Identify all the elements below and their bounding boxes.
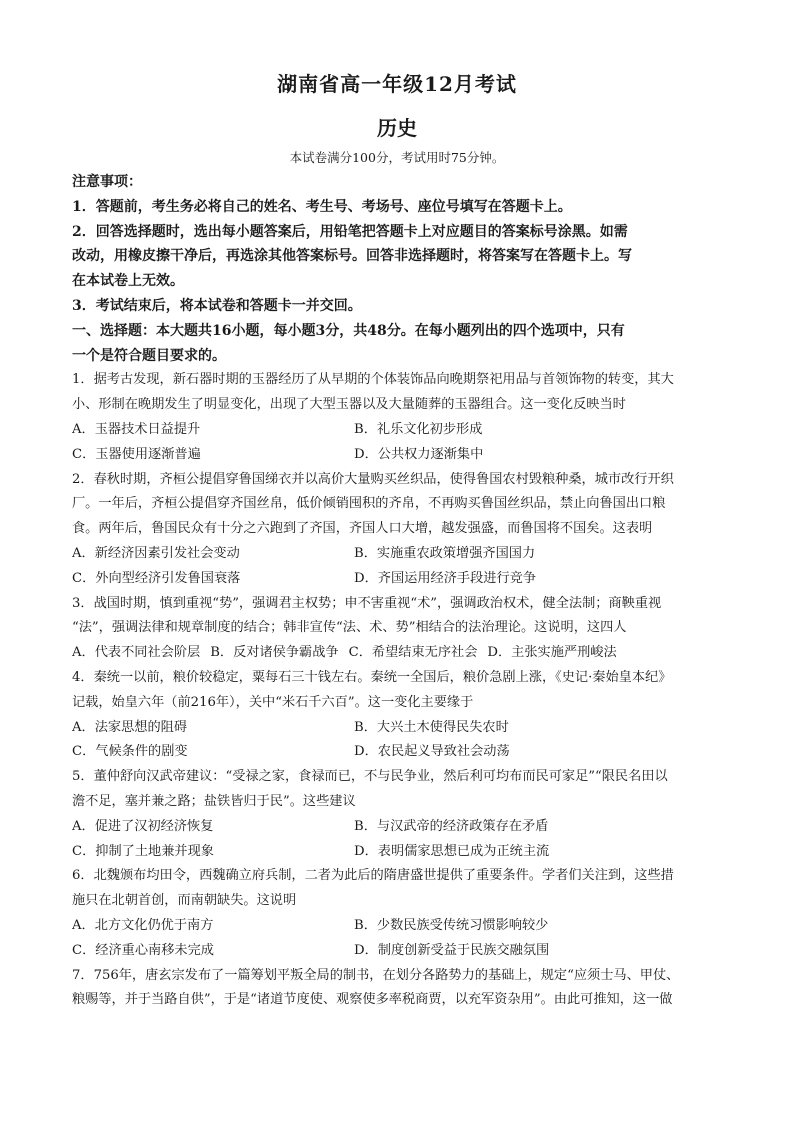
option-row — [72, 641, 727, 666]
question-stem: “法”，强调法律和规章制度的结合；韩非宣传“法、术、势”相结合的法治理论。这说明，这四人 — [72, 620, 627, 636]
option-d: D．农民起义导致社会动荡 — [354, 744, 510, 760]
question-stem: 2．春秋时期，齐桓公提倡穿鲁国绨衣并以高价大量购买丝织品，使得鲁国农村毁粮种桑，城市改行开织 — [72, 471, 674, 487]
note-line: 3．考试结束后，将本试卷和答题卡一并交回。 — [72, 297, 362, 314]
option-d: D．公共权力逐渐集中 — [354, 446, 484, 462]
option-d: D．齐国运用经济手段进行竞争 — [354, 570, 537, 586]
option-row — [72, 567, 727, 592]
option-a: A．促进了汉初经济恢复 — [72, 818, 214, 834]
option-d: D．主张实施严刑峻法 — [487, 645, 617, 661]
option-row — [72, 914, 727, 939]
note-line: 1．答题前，考生务必将自己的姓名、考生号、考场号、座位号填写在答题卡上。 — [72, 198, 572, 215]
question-stem: 食。两年后，鲁国民众有十分之六跑到了齐国，齐国人口大增，越发强盛，而鲁国将不国矣。这表明 — [72, 521, 653, 537]
notes-heading: 注意事项： — [72, 174, 142, 190]
option-row — [72, 939, 727, 964]
option-a: A．新经济因素引发社会变动 — [72, 545, 240, 561]
exam-title: 湖南省高一年级12月考试 — [277, 72, 517, 96]
question-stem: 5．董仲舒向汉武帝建议：“受禄之家，食禄而已，不与民争业，然后利可均布而民可家足”“限民名田以 — [72, 769, 668, 785]
question-stem: 小、形制在晚期发生了明显变化，出现了大型玉器以及大量随葬的玉器组合。这一变化反映当时 — [72, 397, 626, 413]
question-stem: 施只在北朝首创，而南朝缺失。这说明 — [72, 893, 297, 909]
option-a: A．法家思想的阻碍 — [72, 719, 188, 735]
option-row — [72, 418, 727, 443]
option-a: A．玉器技术日益提升 — [72, 421, 201, 437]
option-row — [72, 716, 727, 741]
option-a: A．北方文化仍优于南方 — [72, 917, 214, 933]
subject-title: 历史 — [377, 116, 417, 140]
option-c: C．希望结束无序社会 — [348, 645, 478, 661]
question-stem: 4．秦统一以前，粮价较稳定，粟每石三十钱左右。秦统一全国后，粮价急剧上涨，《史记·秦始皇本纪》 — [72, 669, 672, 685]
exam-info: 本试卷满分100分，考试用时75分钟。 — [289, 150, 505, 165]
question-stem: 6．北魏颁布均田令，西魏确立府兵制，二者为此后的隋唐盛世提供了重要条件。学者们关注到，这些措 — [72, 868, 674, 884]
option-b: B．大兴土木使得民失农时 — [354, 719, 509, 735]
question-stem: 3．战国时期，慎到重视“势”，强调君主权势；申不害重视“术”，强调政治权术，健全法制；商鞅重视 — [72, 595, 662, 611]
question-stem: 记载，始皇六年（前216年），关中“米石千六百”。这一变化主要缘于 — [72, 694, 474, 710]
option-c: C．外向型经济引发鲁国衰落 — [72, 570, 241, 586]
option-c: C．抑制了土地兼并现象 — [72, 843, 214, 859]
question-stem: 厂。一年后，齐桓公提倡穿齐国丝帛，低价倾销囤积的齐帛，不再购买鲁国丝织品，禁止向鲁国出口粮 — [72, 496, 666, 512]
option-row — [72, 443, 727, 468]
note-line: 2．回答选择题时，选出每小题答案后，用铅笔把答题卡上对应题目的答案标号涂黑。如需 — [72, 223, 628, 240]
option-d: D．表明儒家思想已成为正统主流 — [354, 843, 550, 859]
option-row — [72, 542, 727, 567]
option-b: B．少数民族受传统习惯影响较少 — [354, 917, 549, 933]
option-b: B．反对诸侯争霸战争 — [210, 645, 339, 661]
question-stem: 7．756年，唐玄宗发布了一篇筹划平叛全局的制书，在划分各路势力的基础上，规定“应须士马、甲仗、 — [72, 967, 680, 983]
question-stem: 粮赐等，并于当路自供”，于是“诸道节度使、观察使多率税商贾，以充军资杂用”。由此可推知，这一做 — [72, 992, 673, 1008]
option-b: B．与汉武帝的经济政策存在矛盾 — [354, 818, 549, 834]
option-a: A．代表不同社会阶层 — [72, 645, 201, 661]
option-c: C．玉器使用逐渐普遍 — [72, 446, 201, 462]
section-heading: 一个是符合题目要求的。 — [72, 347, 226, 364]
option-row — [72, 840, 727, 865]
note-line: 改动，用橡皮擦干净后，再选涂其他答案标号。回答非选择题时，将答案写在答题卡上。写 — [72, 248, 632, 265]
option-b: B．实施重农政策增强齐国国力 — [354, 545, 536, 561]
option-row — [72, 740, 727, 765]
option-b: B．礼乐文化初步形成 — [354, 421, 483, 437]
question-stem: 1．据考古发现，新石器时期的玉器经历了从早期的个体装饰品向晚期祭祀用品与首领饰物的转变，其大 — [72, 372, 674, 388]
question-stem: 澹不足，塞并兼之路；盐铁皆归于民”。这些建议 — [72, 793, 356, 809]
section-heading: 一、选择题：本大题共16小题，每小题3分，共48分。在每小题列出的四个选项中，只有 — [72, 322, 625, 339]
option-c: C．气候条件的剧变 — [72, 744, 188, 760]
note-line: 在本试卷上无效。 — [72, 273, 184, 290]
option-row — [72, 815, 727, 840]
exam-body — [72, 170, 727, 1013]
option-c: C．经济重心南移未完成 — [72, 942, 214, 958]
option-d: D．制度创新受益于民族交融氛围 — [354, 942, 550, 958]
